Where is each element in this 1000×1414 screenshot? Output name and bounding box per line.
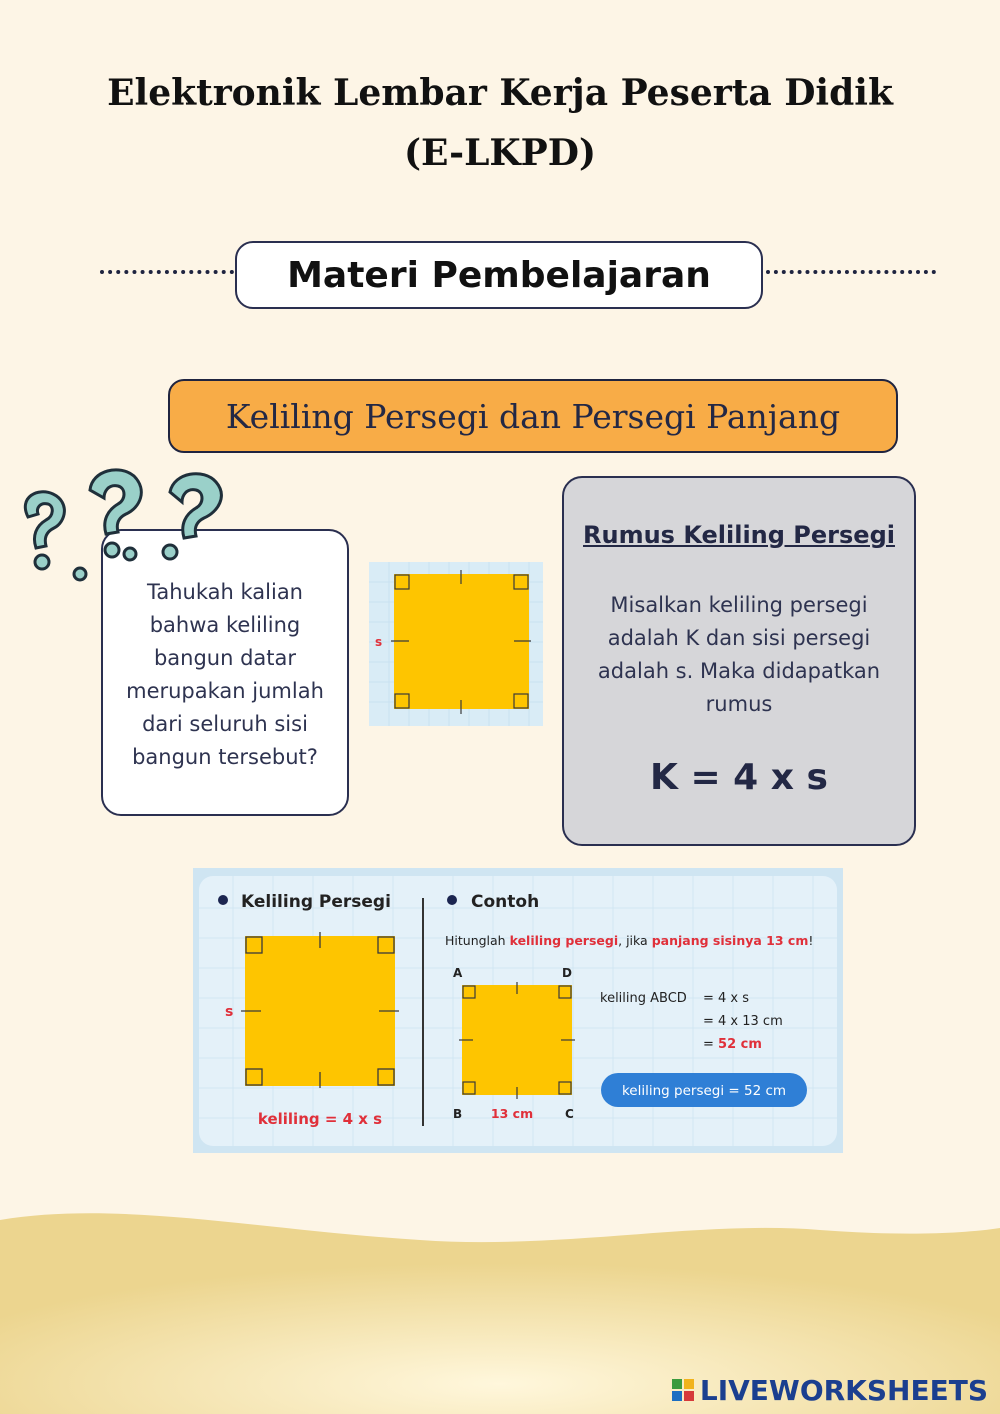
formula-title: Rumus Keliling Persegi	[583, 521, 895, 549]
side-length-label: 13 cm	[490, 1106, 534, 1121]
vertex-b-label: B	[453, 1107, 463, 1121]
question-marks-icon	[8, 462, 223, 587]
dotted-divider-right	[766, 270, 936, 274]
right-heading: Contoh	[471, 892, 540, 912]
left-caption: keliling = 4 x s	[257, 1110, 383, 1128]
side-label: s	[225, 1004, 234, 1020]
vertex-a-label: A	[453, 966, 463, 980]
bullet-icon	[218, 895, 228, 905]
left-heading: Keliling Persegi	[241, 892, 391, 912]
perimeter-example-figure	[193, 868, 843, 1153]
topic-banner: Keliling Persegi dan Persegi Panjang	[168, 379, 898, 453]
dotted-divider-left	[100, 270, 234, 274]
square-diagram	[369, 562, 543, 726]
result-text: keliling persegi = 52 cm	[621, 1083, 787, 1099]
example-question: Hitunglah keliling persegi, jika panjang sisinya 13 cm!	[445, 933, 814, 948]
vertex-d-label: D	[562, 966, 572, 980]
question-text: Tahukah kalian bahwa keliling bangun datar merupakan jumlah dari seluruh sisi bangun tersebut?	[126, 580, 324, 769]
side-label: s	[375, 635, 383, 649]
liveworksheets-logo-icon	[672, 1379, 694, 1401]
page-subtitle: (E-LKPD)	[403, 132, 596, 174]
brand-footer	[672, 1372, 988, 1408]
calc-step-2: = 4 x 13 cm	[703, 1014, 783, 1029]
calc-label: keliling ABCD	[600, 991, 687, 1006]
brand-name: LIVEWORKSHEETS	[699, 1373, 988, 1407]
formula-description: Misalkan keliling persegi adalah K dan sisi persegi adalah s. Maka didapatkan rumus	[597, 593, 881, 716]
section-label: Materi Pembelajaran	[235, 241, 763, 309]
calc-step-1: = 4 x s	[703, 991, 750, 1006]
calc-step-3: = 52 cm	[703, 1037, 762, 1052]
vertex-c-label: C	[565, 1107, 574, 1121]
bullet-icon	[447, 895, 457, 905]
page-title: Elektronik Lembar Kerja Peserta Didik	[107, 72, 893, 114]
formula-equation: K = 4 x s	[650, 757, 828, 798]
